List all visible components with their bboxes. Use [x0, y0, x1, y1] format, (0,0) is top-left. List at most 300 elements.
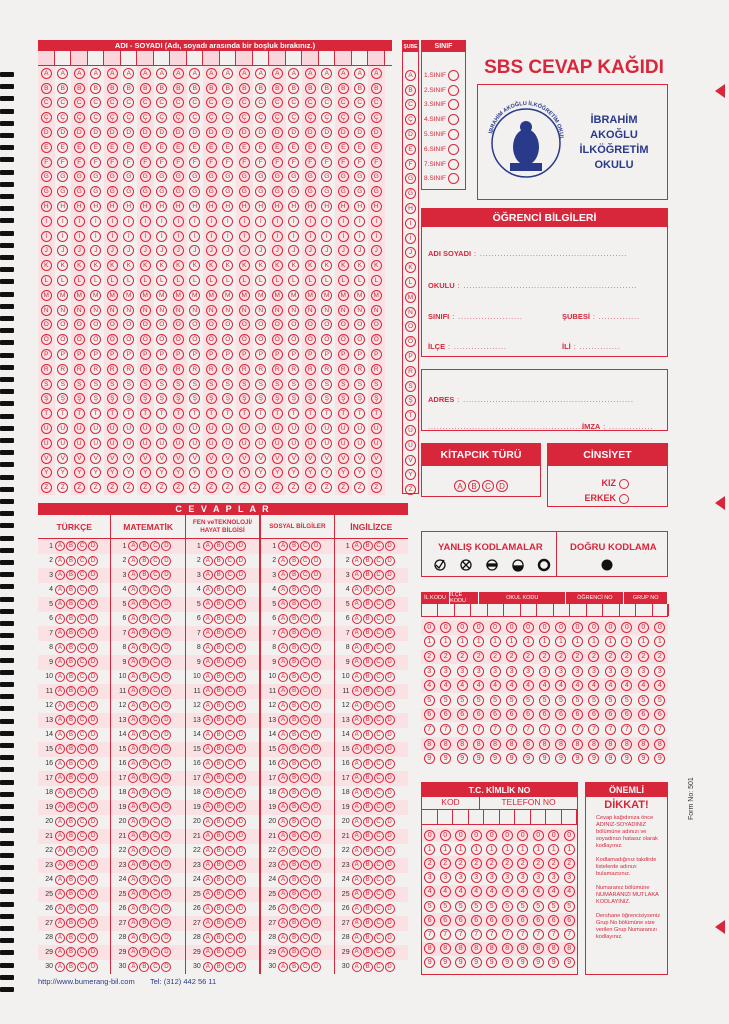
name-bubble[interactable]: S [321, 379, 332, 390]
code-bubble[interactable]: 2 [555, 651, 566, 662]
name-bubble[interactable]: G [206, 171, 217, 182]
code-bubble[interactable]: 4 [490, 680, 501, 691]
tc-bubble[interactable]: 1 [486, 844, 497, 855]
answer-bubble[interactable]: C [150, 730, 160, 740]
name-bubble[interactable]: İ [107, 231, 118, 242]
name-bubble[interactable]: M [288, 290, 299, 301]
name-bubble[interactable]: Ğ [305, 186, 316, 197]
answer-bubble[interactable]: B [289, 788, 299, 798]
answer-bubble[interactable]: C [150, 744, 160, 754]
code-bubble[interactable]: 2 [473, 651, 484, 662]
answer-bubble[interactable]: B [289, 730, 299, 740]
name-bubble[interactable]: K [123, 260, 134, 271]
name-bubble[interactable]: G [156, 171, 167, 182]
answer-bubble[interactable]: C [300, 759, 310, 769]
code-bubble[interactable]: 6 [588, 709, 599, 720]
name-bubble[interactable]: T [57, 408, 68, 419]
answer-bubble[interactable]: B [139, 962, 149, 972]
answer-bubble[interactable]: B [66, 570, 76, 580]
code-bubble[interactable]: 3 [424, 666, 435, 677]
name-bubble[interactable]: A [123, 68, 134, 79]
answer-bubble[interactable]: D [385, 918, 395, 928]
answer-bubble[interactable]: C [150, 715, 160, 725]
name-bubble[interactable]: Ü [41, 438, 52, 449]
name-bubble[interactable]: Z [354, 482, 365, 493]
answer-bubble[interactable]: C [374, 846, 384, 856]
answer-bubble[interactable]: D [88, 556, 98, 566]
answer-bubble[interactable]: C [300, 556, 310, 566]
answer-bubble[interactable]: D [88, 657, 98, 667]
name-bubble[interactable]: P [107, 349, 118, 360]
answer-bubble[interactable]: B [289, 875, 299, 885]
answer-bubble[interactable]: C [374, 657, 384, 667]
answer-bubble[interactable]: B [289, 962, 299, 972]
answer-bubble[interactable]: A [55, 759, 65, 769]
name-bubble[interactable]: Z [239, 482, 250, 493]
answer-bubble[interactable]: C [225, 715, 235, 725]
name-bubble[interactable]: P [90, 349, 101, 360]
answer-bubble[interactable]: D [161, 744, 171, 754]
name-bubble[interactable]: J [288, 245, 299, 256]
answer-bubble[interactable]: B [139, 918, 149, 928]
name-bubble[interactable]: L [57, 275, 68, 286]
answer-bubble[interactable]: A [203, 744, 213, 754]
answer-bubble[interactable]: B [214, 585, 224, 595]
answer-bubble[interactable]: D [88, 614, 98, 624]
name-bubble[interactable]: Ç [288, 112, 299, 123]
name-bubble[interactable]: M [123, 290, 134, 301]
name-bubble[interactable]: Y [173, 467, 184, 478]
name-bubble[interactable]: E [90, 142, 101, 153]
name-bubble[interactable]: H [173, 201, 184, 212]
answer-bubble[interactable]: C [77, 860, 87, 870]
answer-bubble[interactable]: D [161, 541, 171, 551]
answer-bubble[interactable]: B [289, 570, 299, 580]
name-bubble[interactable]: L [123, 275, 134, 286]
name-bubble[interactable]: F [338, 157, 349, 168]
name-bubble[interactable]: O [371, 319, 382, 330]
answer-bubble[interactable]: D [236, 875, 246, 885]
answer-bubble[interactable]: D [236, 657, 246, 667]
name-bubble[interactable]: Ö [173, 334, 184, 345]
name-bubble[interactable]: Ü [338, 438, 349, 449]
name-bubble[interactable]: R [222, 364, 233, 375]
answer-bubble[interactable]: A [128, 614, 138, 624]
code-bubble[interactable]: 8 [572, 739, 583, 750]
code-bubble[interactable]: 7 [457, 724, 468, 735]
name-bubble[interactable]: C [255, 97, 266, 108]
tc-bubble[interactable]: 1 [440, 844, 451, 855]
answer-bubble[interactable]: A [203, 541, 213, 551]
answer-bubble[interactable]: A [128, 904, 138, 914]
answer-bubble[interactable]: C [225, 759, 235, 769]
name-bubble[interactable]: T [338, 408, 349, 419]
name-bubble[interactable]: Z [288, 482, 299, 493]
answer-bubble[interactable]: C [300, 802, 310, 812]
code-bubble[interactable]: 5 [424, 695, 435, 706]
name-bubble[interactable]: Z [206, 482, 217, 493]
answer-bubble[interactable]: B [214, 860, 224, 870]
answer-bubble[interactable]: A [203, 860, 213, 870]
code-bubble[interactable]: 3 [588, 666, 599, 677]
name-bubble[interactable]: E [57, 142, 68, 153]
code-digit-box[interactable] [455, 604, 471, 616]
name-bubble[interactable]: R [321, 364, 332, 375]
answer-bubble[interactable]: C [77, 802, 87, 812]
sube-bubble[interactable]: H [405, 203, 416, 214]
name-bubble[interactable]: S [371, 379, 382, 390]
answer-bubble[interactable]: A [203, 918, 213, 928]
name-bubble[interactable]: U [305, 423, 316, 434]
booklet-bubble[interactable]: A [454, 480, 466, 492]
answer-bubble[interactable]: D [236, 759, 246, 769]
code-bubble[interactable]: 1 [506, 636, 517, 647]
booklet-bubble[interactable]: B [468, 480, 480, 492]
answer-bubble[interactable]: B [139, 860, 149, 870]
name-bubble[interactable]: Ç [222, 112, 233, 123]
answer-bubble[interactable]: D [385, 889, 395, 899]
answer-bubble[interactable]: B [214, 744, 224, 754]
answer-bubble[interactable]: D [385, 933, 395, 943]
answer-bubble[interactable]: A [278, 875, 288, 885]
name-bubble[interactable]: V [57, 453, 68, 464]
name-bubble[interactable]: Z [338, 482, 349, 493]
answer-bubble[interactable]: B [214, 628, 224, 638]
answer-bubble[interactable]: C [374, 947, 384, 957]
answer-bubble[interactable]: C [150, 672, 160, 682]
name-bubble[interactable]: İ [57, 231, 68, 242]
name-bubble[interactable]: L [255, 275, 266, 286]
answer-bubble[interactable]: B [289, 759, 299, 769]
answer-bubble[interactable]: B [139, 744, 149, 754]
name-bubble[interactable]: L [107, 275, 118, 286]
name-bubble[interactable]: J [354, 245, 365, 256]
name-bubble[interactable]: Ğ [41, 186, 52, 197]
answer-bubble[interactable]: B [66, 730, 76, 740]
code-bubble[interactable]: 9 [605, 753, 616, 764]
name-bubble[interactable]: D [123, 127, 134, 138]
answer-bubble[interactable]: D [88, 628, 98, 638]
name-bubble[interactable]: C [288, 97, 299, 108]
name-bubble[interactable]: L [338, 275, 349, 286]
answer-bubble[interactable]: B [66, 773, 76, 783]
answer-bubble[interactable]: B [66, 628, 76, 638]
answer-bubble[interactable]: B [214, 614, 224, 624]
tc-bubble[interactable]: 4 [424, 886, 435, 897]
code-bubble[interactable]: 3 [473, 666, 484, 677]
answer-bubble[interactable]: D [161, 788, 171, 798]
code-bubble[interactable]: 9 [654, 753, 665, 764]
sube-bubble[interactable]: I [405, 218, 416, 229]
answer-bubble[interactable]: C [300, 889, 310, 899]
answer-bubble[interactable]: A [278, 904, 288, 914]
name-bubble[interactable]: İ [255, 231, 266, 242]
answer-bubble[interactable]: B [139, 701, 149, 711]
code-bubble[interactable]: 9 [555, 753, 566, 764]
answer-bubble[interactable]: B [214, 889, 224, 899]
name-bubble[interactable]: G [371, 171, 382, 182]
name-bubble[interactable]: Ö [74, 334, 85, 345]
code-bubble[interactable]: 6 [457, 709, 468, 720]
answer-bubble[interactable]: B [214, 556, 224, 566]
tc-bubble[interactable]: 9 [486, 957, 497, 968]
code-bubble[interactable]: 6 [605, 709, 616, 720]
name-bubble[interactable]: N [305, 305, 316, 316]
name-letter-box[interactable] [302, 51, 319, 65]
answer-bubble[interactable]: A [352, 759, 362, 769]
answer-bubble[interactable]: C [150, 875, 160, 885]
answer-bubble[interactable]: D [88, 643, 98, 653]
answer-bubble[interactable]: C [77, 933, 87, 943]
name-bubble[interactable]: Ü [140, 438, 151, 449]
name-bubble[interactable]: L [140, 275, 151, 286]
answer-bubble[interactable]: B [289, 657, 299, 667]
name-bubble[interactable]: H [107, 201, 118, 212]
name-bubble[interactable]: S [90, 379, 101, 390]
name-bubble[interactable]: Ö [305, 334, 316, 345]
name-bubble[interactable]: I [41, 216, 52, 227]
answer-bubble[interactable]: D [88, 672, 98, 682]
tc-bubble[interactable]: 0 [486, 830, 497, 841]
answer-bubble[interactable]: A [203, 701, 213, 711]
name-bubble[interactable]: Z [371, 482, 382, 493]
answer-bubble[interactable]: D [88, 817, 98, 827]
code-digit-box[interactable] [471, 604, 487, 616]
answer-bubble[interactable]: C [300, 686, 310, 696]
answer-bubble[interactable]: A [55, 831, 65, 841]
code-bubble[interactable]: 5 [572, 695, 583, 706]
answer-bubble[interactable]: A [352, 701, 362, 711]
tc-bubble[interactable]: 4 [564, 886, 575, 897]
name-bubble[interactable]: J [74, 245, 85, 256]
code-bubble[interactable]: 0 [457, 622, 468, 633]
answer-bubble[interactable]: A [278, 817, 288, 827]
name-bubble[interactable]: Z [90, 482, 101, 493]
answer-bubble[interactable]: B [139, 904, 149, 914]
answer-bubble[interactable]: A [278, 614, 288, 624]
name-bubble[interactable]: Ü [123, 438, 134, 449]
name-bubble[interactable]: N [272, 305, 283, 316]
answer-bubble[interactable]: B [66, 599, 76, 609]
name-bubble[interactable]: İ [123, 231, 134, 242]
name-bubble[interactable]: S [206, 379, 217, 390]
code-bubble[interactable]: 3 [539, 666, 550, 677]
name-bubble[interactable]: K [255, 260, 266, 271]
answer-bubble[interactable]: C [225, 730, 235, 740]
tc-bubble[interactable]: 9 [548, 957, 559, 968]
answer-bubble[interactable]: A [55, 672, 65, 682]
name-bubble[interactable]: N [338, 305, 349, 316]
answer-bubble[interactable]: D [88, 570, 98, 580]
name-bubble[interactable]: P [57, 349, 68, 360]
name-bubble[interactable]: N [57, 305, 68, 316]
answer-bubble[interactable]: B [289, 599, 299, 609]
name-bubble[interactable]: R [371, 364, 382, 375]
answer-bubble[interactable]: C [150, 788, 160, 798]
name-bubble[interactable]: F [239, 157, 250, 168]
answer-bubble[interactable]: B [363, 831, 373, 841]
name-bubble[interactable]: V [189, 453, 200, 464]
name-bubble[interactable]: F [107, 157, 118, 168]
answer-bubble[interactable]: B [214, 933, 224, 943]
answer-bubble[interactable]: B [66, 643, 76, 653]
code-digit-box[interactable] [653, 604, 669, 616]
answer-bubble[interactable]: C [77, 614, 87, 624]
booklet-bubble[interactable]: D [496, 480, 508, 492]
answer-bubble[interactable]: B [66, 657, 76, 667]
code-bubble[interactable]: 3 [523, 666, 534, 677]
name-bubble[interactable]: D [206, 127, 217, 138]
answer-bubble[interactable]: D [236, 933, 246, 943]
answer-bubble[interactable]: B [289, 556, 299, 566]
answer-bubble[interactable]: A [128, 933, 138, 943]
answer-bubble[interactable]: C [77, 744, 87, 754]
answer-bubble[interactable]: B [66, 918, 76, 928]
answer-bubble[interactable]: C [225, 875, 235, 885]
code-bubble[interactable]: 8 [523, 739, 534, 750]
answer-bubble[interactable]: B [363, 686, 373, 696]
answer-bubble[interactable]: B [139, 614, 149, 624]
name-bubble[interactable]: N [156, 305, 167, 316]
answer-bubble[interactable]: B [289, 715, 299, 725]
tc-bubble[interactable]: 5 [471, 901, 482, 912]
name-bubble[interactable]: E [206, 142, 217, 153]
answer-bubble[interactable]: C [77, 541, 87, 551]
name-bubble[interactable]: Ğ [239, 186, 250, 197]
name-bubble-grid[interactable] [38, 66, 392, 495]
answer-bubble[interactable]: D [161, 889, 171, 899]
name-bubble[interactable]: P [288, 349, 299, 360]
answer-bubble[interactable]: A [55, 904, 65, 914]
answer-bubble[interactable]: A [278, 715, 288, 725]
name-bubble[interactable]: K [288, 260, 299, 271]
name-bubble[interactable]: L [173, 275, 184, 286]
name-bubble[interactable]: L [371, 275, 382, 286]
answer-bubble[interactable]: C [374, 628, 384, 638]
sube-bubble[interactable]: Ü [405, 440, 416, 451]
name-bubble[interactable]: Ö [206, 334, 217, 345]
name-bubble[interactable]: L [189, 275, 200, 286]
answer-bubble[interactable]: A [203, 788, 213, 798]
tc-bubble[interactable]: 2 [455, 858, 466, 869]
answer-bubble[interactable]: B [66, 585, 76, 595]
name-bubble[interactable]: P [321, 349, 332, 360]
name-bubble[interactable]: P [239, 349, 250, 360]
tc-digit-box[interactable] [546, 810, 562, 824]
field-ili[interactable]: İLİ : .............. [562, 342, 621, 351]
name-bubble[interactable]: Ü [156, 438, 167, 449]
answer-bubble[interactable]: A [203, 585, 213, 595]
field-adi-soyadi[interactable]: ADI SOYADI : .................................................. [428, 249, 628, 258]
name-bubble[interactable]: B [74, 83, 85, 94]
answer-bubble[interactable]: C [150, 773, 160, 783]
answer-bubble[interactable]: D [385, 875, 395, 885]
name-bubble[interactable]: K [57, 260, 68, 271]
name-bubble[interactable]: G [57, 171, 68, 182]
answer-bubble[interactable]: B [363, 614, 373, 624]
code-bubble[interactable]: 2 [440, 651, 451, 662]
name-bubble[interactable]: V [305, 453, 316, 464]
name-bubble[interactable]: U [338, 423, 349, 434]
name-bubble[interactable]: İ [288, 231, 299, 242]
name-letter-box[interactable] [38, 51, 55, 65]
code-bubble[interactable]: 5 [457, 695, 468, 706]
answer-bubble[interactable]: C [225, 817, 235, 827]
answer-bubble[interactable]: D [161, 947, 171, 957]
code-bubble[interactable]: 1 [424, 636, 435, 647]
answer-bubble[interactable]: B [363, 570, 373, 580]
answer-bubble[interactable]: B [214, 904, 224, 914]
answer-bubble[interactable]: C [77, 817, 87, 827]
name-bubble[interactable]: F [371, 157, 382, 168]
answer-bubble[interactable]: C [374, 556, 384, 566]
answer-bubble[interactable]: B [66, 701, 76, 711]
answer-bubble[interactable]: D [88, 686, 98, 696]
name-bubble[interactable]: U [371, 423, 382, 434]
answer-bubble[interactable]: A [278, 657, 288, 667]
name-bubble[interactable]: E [239, 142, 250, 153]
code-bubble[interactable]: 1 [490, 636, 501, 647]
code-bubble[interactable]: 5 [654, 695, 665, 706]
name-bubble[interactable]: K [338, 260, 349, 271]
answer-bubble[interactable]: D [385, 802, 395, 812]
answer-bubble[interactable]: B [214, 570, 224, 580]
answer-bubble[interactable]: A [203, 599, 213, 609]
name-bubble[interactable]: O [305, 319, 316, 330]
name-bubble[interactable]: P [140, 349, 151, 360]
answer-bubble[interactable]: C [150, 686, 160, 696]
tc-bubble[interactable]: 8 [471, 943, 482, 954]
answer-bubble[interactable]: D [161, 599, 171, 609]
answer-bubble[interactable]: D [161, 875, 171, 885]
code-bubble[interactable]: 1 [523, 636, 534, 647]
tc-bubble[interactable]: 5 [548, 901, 559, 912]
answer-bubble[interactable]: B [363, 773, 373, 783]
name-bubble[interactable]: B [206, 83, 217, 94]
code-bubble[interactable]: 5 [555, 695, 566, 706]
tc-bubble[interactable]: 1 [517, 844, 528, 855]
name-bubble[interactable]: Ü [222, 438, 233, 449]
name-bubble[interactable]: Ü [57, 438, 68, 449]
code-bubble[interactable]: 7 [539, 724, 550, 735]
code-bubble[interactable]: 7 [638, 724, 649, 735]
name-bubble[interactable]: O [173, 319, 184, 330]
name-bubble[interactable]: İ [140, 231, 151, 242]
answer-bubble[interactable]: C [150, 817, 160, 827]
answer-bubble[interactable]: A [128, 759, 138, 769]
answer-bubble[interactable]: B [289, 947, 299, 957]
answer-bubble[interactable]: C [150, 628, 160, 638]
answer-bubble[interactable]: A [128, 672, 138, 682]
answer-bubble[interactable]: B [139, 788, 149, 798]
tc-bubble[interactable]: 7 [440, 929, 451, 940]
name-bubble[interactable]: Ğ [107, 186, 118, 197]
name-bubble[interactable]: C [107, 97, 118, 108]
answer-bubble[interactable]: D [88, 846, 98, 856]
tc-bubble[interactable]: 6 [548, 915, 559, 926]
name-bubble[interactable]: B [222, 83, 233, 94]
tc-bubble[interactable]: 3 [564, 872, 575, 883]
name-bubble[interactable]: S [74, 379, 85, 390]
answer-bubble[interactable]: A [278, 947, 288, 957]
name-bubble[interactable]: Ğ [321, 186, 332, 197]
code-bubble[interactable]: 3 [572, 666, 583, 677]
answer-bubble[interactable]: C [374, 643, 384, 653]
name-letter-box[interactable] [220, 51, 237, 65]
name-bubble[interactable]: Y [140, 467, 151, 478]
answer-bubble[interactable]: A [128, 657, 138, 667]
answer-bubble[interactable]: D [385, 759, 395, 769]
